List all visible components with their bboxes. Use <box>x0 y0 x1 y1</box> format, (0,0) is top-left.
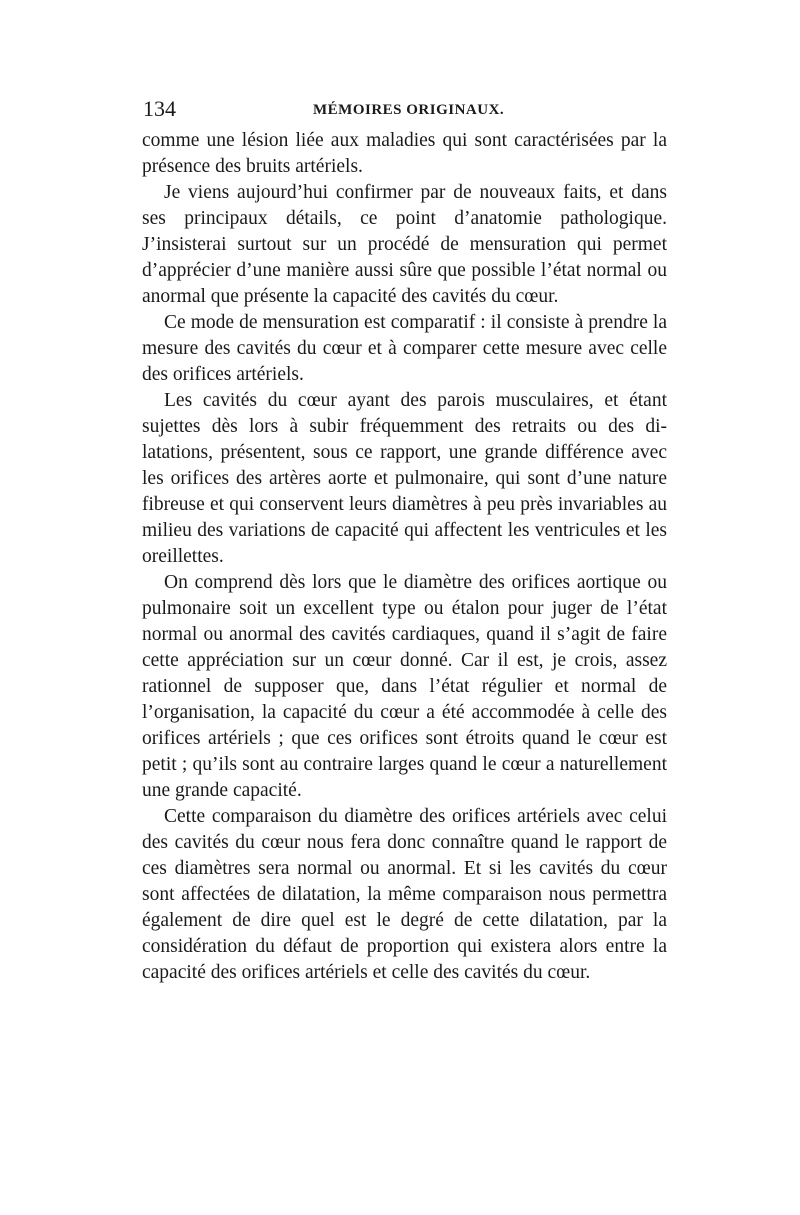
paragraph: On comprend dès lors que le diamètre des orifices aortique ou pulmonaire soit un excellent type ou étalon pour juger de l’état normal ou anormal des cavités cardiaques, quand il s’agit de faire cette appréciation sur un cœur donné. Car il est, je crois, assez rationnel de supposer que, dans l’état régulier et normal de l’organisation, la capacité du cœur a été accommodée à celle des orifices artériels ; que ces orifices sont étroits quand le cœur est petit ; qu’ils sont au contraire larges quand le cœur a naturellement une grande capacité. <box>142 572 667 801</box>
running-head <box>143 96 673 122</box>
paragraph: Je viens aujourd’hui confirmer par de nouveaux faits, et dans ses principaux détails, ce point d’anatomie pathologique. J’insisterai surtout sur un procédé de mensuration qui permet d’apprécier d’une manière aussi sûre que possible l’état normal ou anormal que présente la capacité des cavités du cœur. <box>142 182 667 307</box>
paragraph: Cette comparaison du diamètre des orifices artériels avec celui des cavités du cœur nous fera donc connaître quand le rapport de ces diamètres sera normal ou anormal. Et si les cavités du cœur sont affectées de dilatation, la même comparaison nous permettra également de dire quel est le degré de cette dilatation, par la considération du défaut de proportion qui existera alors entre la capacité des orifices artériels et celle des cavités du cœur. <box>142 806 667 983</box>
body-text <box>142 128 667 986</box>
page-number: 134 <box>143 96 176 121</box>
paragraph-continuation: comme une lésion liée aux maladies qui sont caractérisées par la présence des bruits artériels. <box>142 130 667 177</box>
paragraph: Ce mode de mensuration est comparatif : il consiste à prendre la mesure des cavités du cœur et à comparer cette mesure avec celle des orifices artériels. <box>142 312 667 385</box>
running-title: MÉMOIRES ORIGINAUX. <box>313 102 505 118</box>
paragraph: Les cavités du cœur ayant des parois musculaires, et étant sujettes dès lors à subir fréquemment des retraits ou des dilatations, présentent, sous ce rapport, une grande différence avec les orifices des artères aorte et pulmonaire, qui sont d’une nature fibreuse et qui conservent leurs diamètres à peu près invariables au milieu des variations de capacité qui affectent les ventricules et les oreillettes. <box>142 390 667 567</box>
